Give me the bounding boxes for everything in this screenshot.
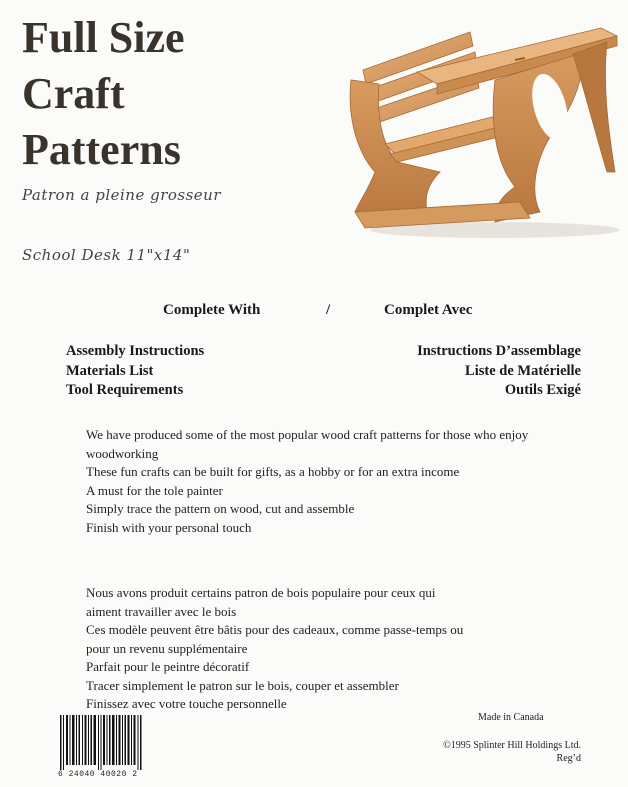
body-fr-line: Nous avons produit certains patron de bois populaire pour ceux qui <box>86 585 436 600</box>
includes-en-item: Tool Requirements <box>66 382 184 398</box>
includes-fr-item: Liste de Matérielle <box>465 362 581 379</box>
body-en-line: A must for the tole painter <box>86 482 223 498</box>
body-fr-line: pour un revenu supplémentaire <box>86 640 248 656</box>
body-en-line: We have produced some of the most popular wood craft patterns for those who enjoy <box>86 427 529 442</box>
body-french <box>86 584 586 714</box>
barcode-number: 6 24040 40020 2 <box>58 770 138 779</box>
body-fr-line: aiment travailler avec le bois <box>86 603 237 619</box>
body-en-line: Simply trace the pattern on wood, cut and assemble <box>86 501 355 516</box>
title-line-2: Craft <box>22 69 125 118</box>
body-fr-line: Finissez avec votre touche personnelle <box>86 696 287 711</box>
body-en-line: These fun crafts can be built for gifts, as a hobby or for an extra income <box>86 464 460 479</box>
complet-avec-label: Complet Avec <box>384 302 473 318</box>
includes-en-item: Materials List <box>66 362 154 379</box>
subtitle-french: Patron a pleine grosseur <box>22 186 222 204</box>
includes-english <box>66 342 204 401</box>
title-line-3: Patterns <box>22 125 181 174</box>
body-en-line: Finish with your personal touch <box>86 519 252 535</box>
body-fr-line: Ces modèle peuvent être bâtis pour des cadeaux, comme passe-temps ou <box>86 622 464 637</box>
body-fr-line: Tracer simplement le patron sur le bois, couper et assembler <box>86 677 399 693</box>
body-english <box>86 426 606 537</box>
includes-fr-item: Instructions D’assemblage <box>417 343 581 359</box>
school-desk-image <box>345 22 623 240</box>
copyright: ©1995 Splinter Hill Holdings Ltd. <box>443 740 581 751</box>
barcode <box>60 715 142 770</box>
includes-fr-item: Outils Exigé <box>504 382 581 398</box>
registered-mark: Reg’d <box>556 753 581 764</box>
includes-french <box>417 342 581 401</box>
made-in-canada: Made in Canada <box>478 712 544 723</box>
body-en-line: woodworking <box>86 445 159 461</box>
body-fr-line: Parfait pour le peintre décoratif <box>86 659 250 674</box>
complete-with-label: Complete With <box>163 302 261 318</box>
product-name: School Desk 11"x14" <box>22 246 191 264</box>
title-line-1: Full Size <box>22 13 185 62</box>
complete-separator: / <box>326 302 331 318</box>
includes-en-item: Assembly Instructions <box>66 343 205 359</box>
